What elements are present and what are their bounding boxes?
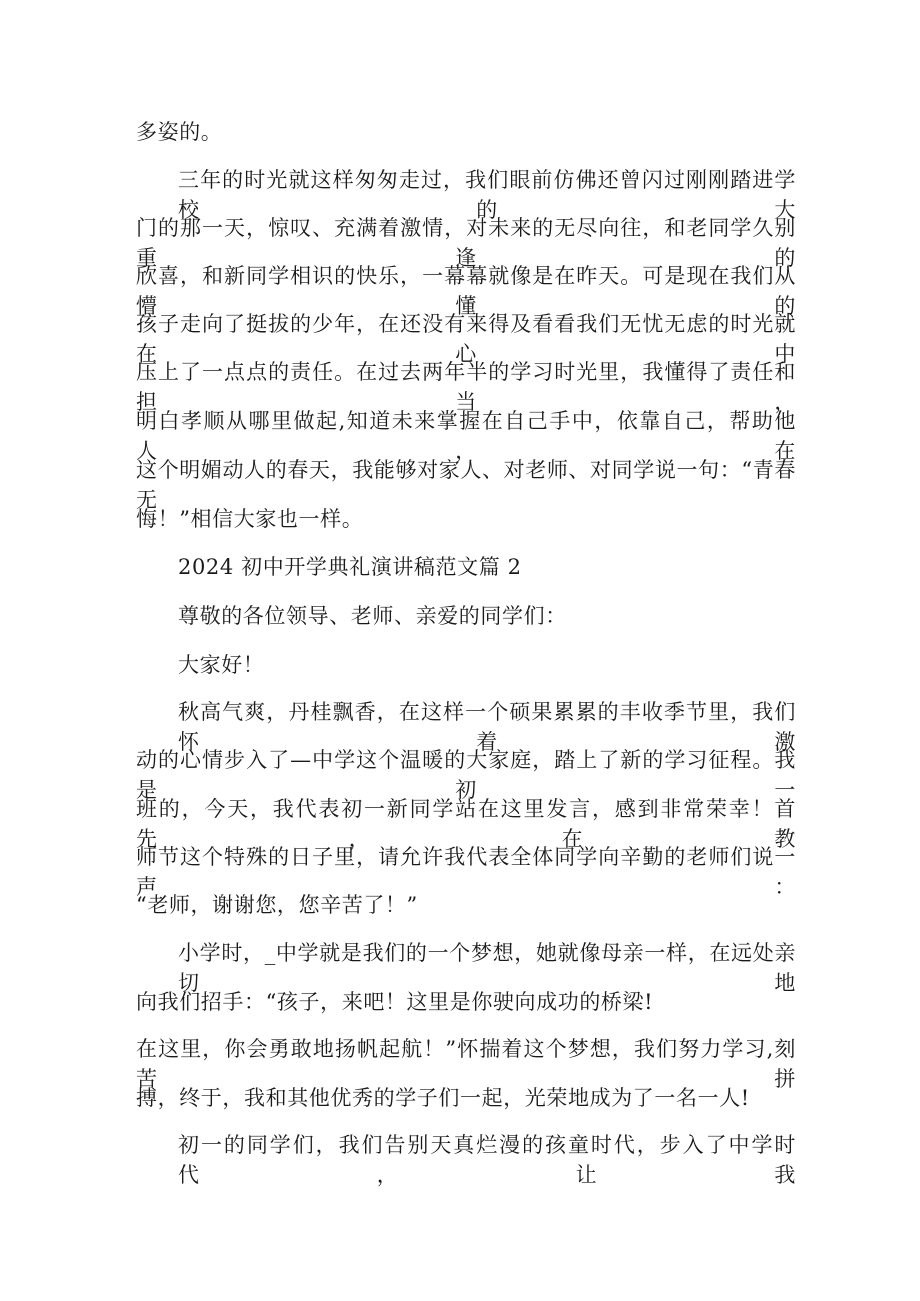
greeting: 大家好！ <box>178 653 265 677</box>
paragraph-line: 班的，今天，我代表初一新同学站在这里发言，感到非常荣幸！首先，在教 <box>136 797 796 851</box>
paragraph-line: 师节这个特殊的日子里，请允许我代表全体同学向辛勤的老师们说一声： <box>136 845 796 899</box>
paragraph-line: 压上了一点点的责任。在过去两年半的学习时光里，我懂得了责任和担当， <box>136 360 796 414</box>
paragraph-line: 悔！”相信大家也一样。 <box>136 507 364 531</box>
paragraph-line: 动的心情步入了—中学这个温暖的大家庭，踏上了新的学习征程。我是初一 <box>136 748 796 802</box>
paragraph-line: 门的那一天，惊叹、充满着激情，对未来的无尽向往，和老同学久别重逢的 <box>136 216 796 270</box>
paragraph-line: 多姿的。 <box>136 120 223 144</box>
paragraph-line: 这个明媚动人的春天，我能够对家人、对老师、对同学说一句：“青春无 <box>136 458 796 512</box>
paragraph-line: “老师，谢谢您，您辛苦了！” <box>136 893 418 917</box>
paragraph-line: 明白孝顺从哪里做起,知道未来掌握在自己手中，依靠自己，帮助他人，在 <box>136 409 796 463</box>
paragraph-line: 欣喜，和新同学相识的快乐，一幕幕就像是在昨天。可是现在我们从懵懂的 <box>136 264 796 318</box>
paragraph-line: 初一的同学们，我们告别天真烂漫的孩童时代，步入了中学时代，让我 <box>178 1133 796 1187</box>
paragraph-line: 在这里，你会勇敢地扬帆起航！”怀揣着这个梦想，我们努力学习,刻苦拼 <box>136 1037 796 1091</box>
paragraph-line: 搏，终于，我和其他优秀的学子们一起，光荣地成为了一名一人! <box>136 1086 750 1110</box>
section-heading: 2024 初中开学典礼演讲稿范文篇 2 <box>178 555 522 579</box>
salutation: 尊敬的各位领导、老师、亲爱的同学们： <box>178 604 567 628</box>
paragraph-line: 秋高气爽，丹桂飘香，在这样一个硕果累累的丰收季节里，我们怀着激 <box>178 700 796 754</box>
paragraph-line: 孩子走向了挺拔的少年，在还没有来得及看看我们无忧无虑的时光就在心中 <box>136 312 796 366</box>
paragraph-line: 三年的时光就这样匆匆走过，我们眼前仿佛还曾闪过刚刚踏进学校的大 <box>178 168 796 222</box>
paragraph-line: 向我们招手：“孩子，来吧！这里是你驶向成功的桥梁! <box>136 990 654 1014</box>
paragraph-line: 小学时，_中学就是我们的一个梦想，她就像母亲一样，在远处亲切地 <box>178 941 796 995</box>
